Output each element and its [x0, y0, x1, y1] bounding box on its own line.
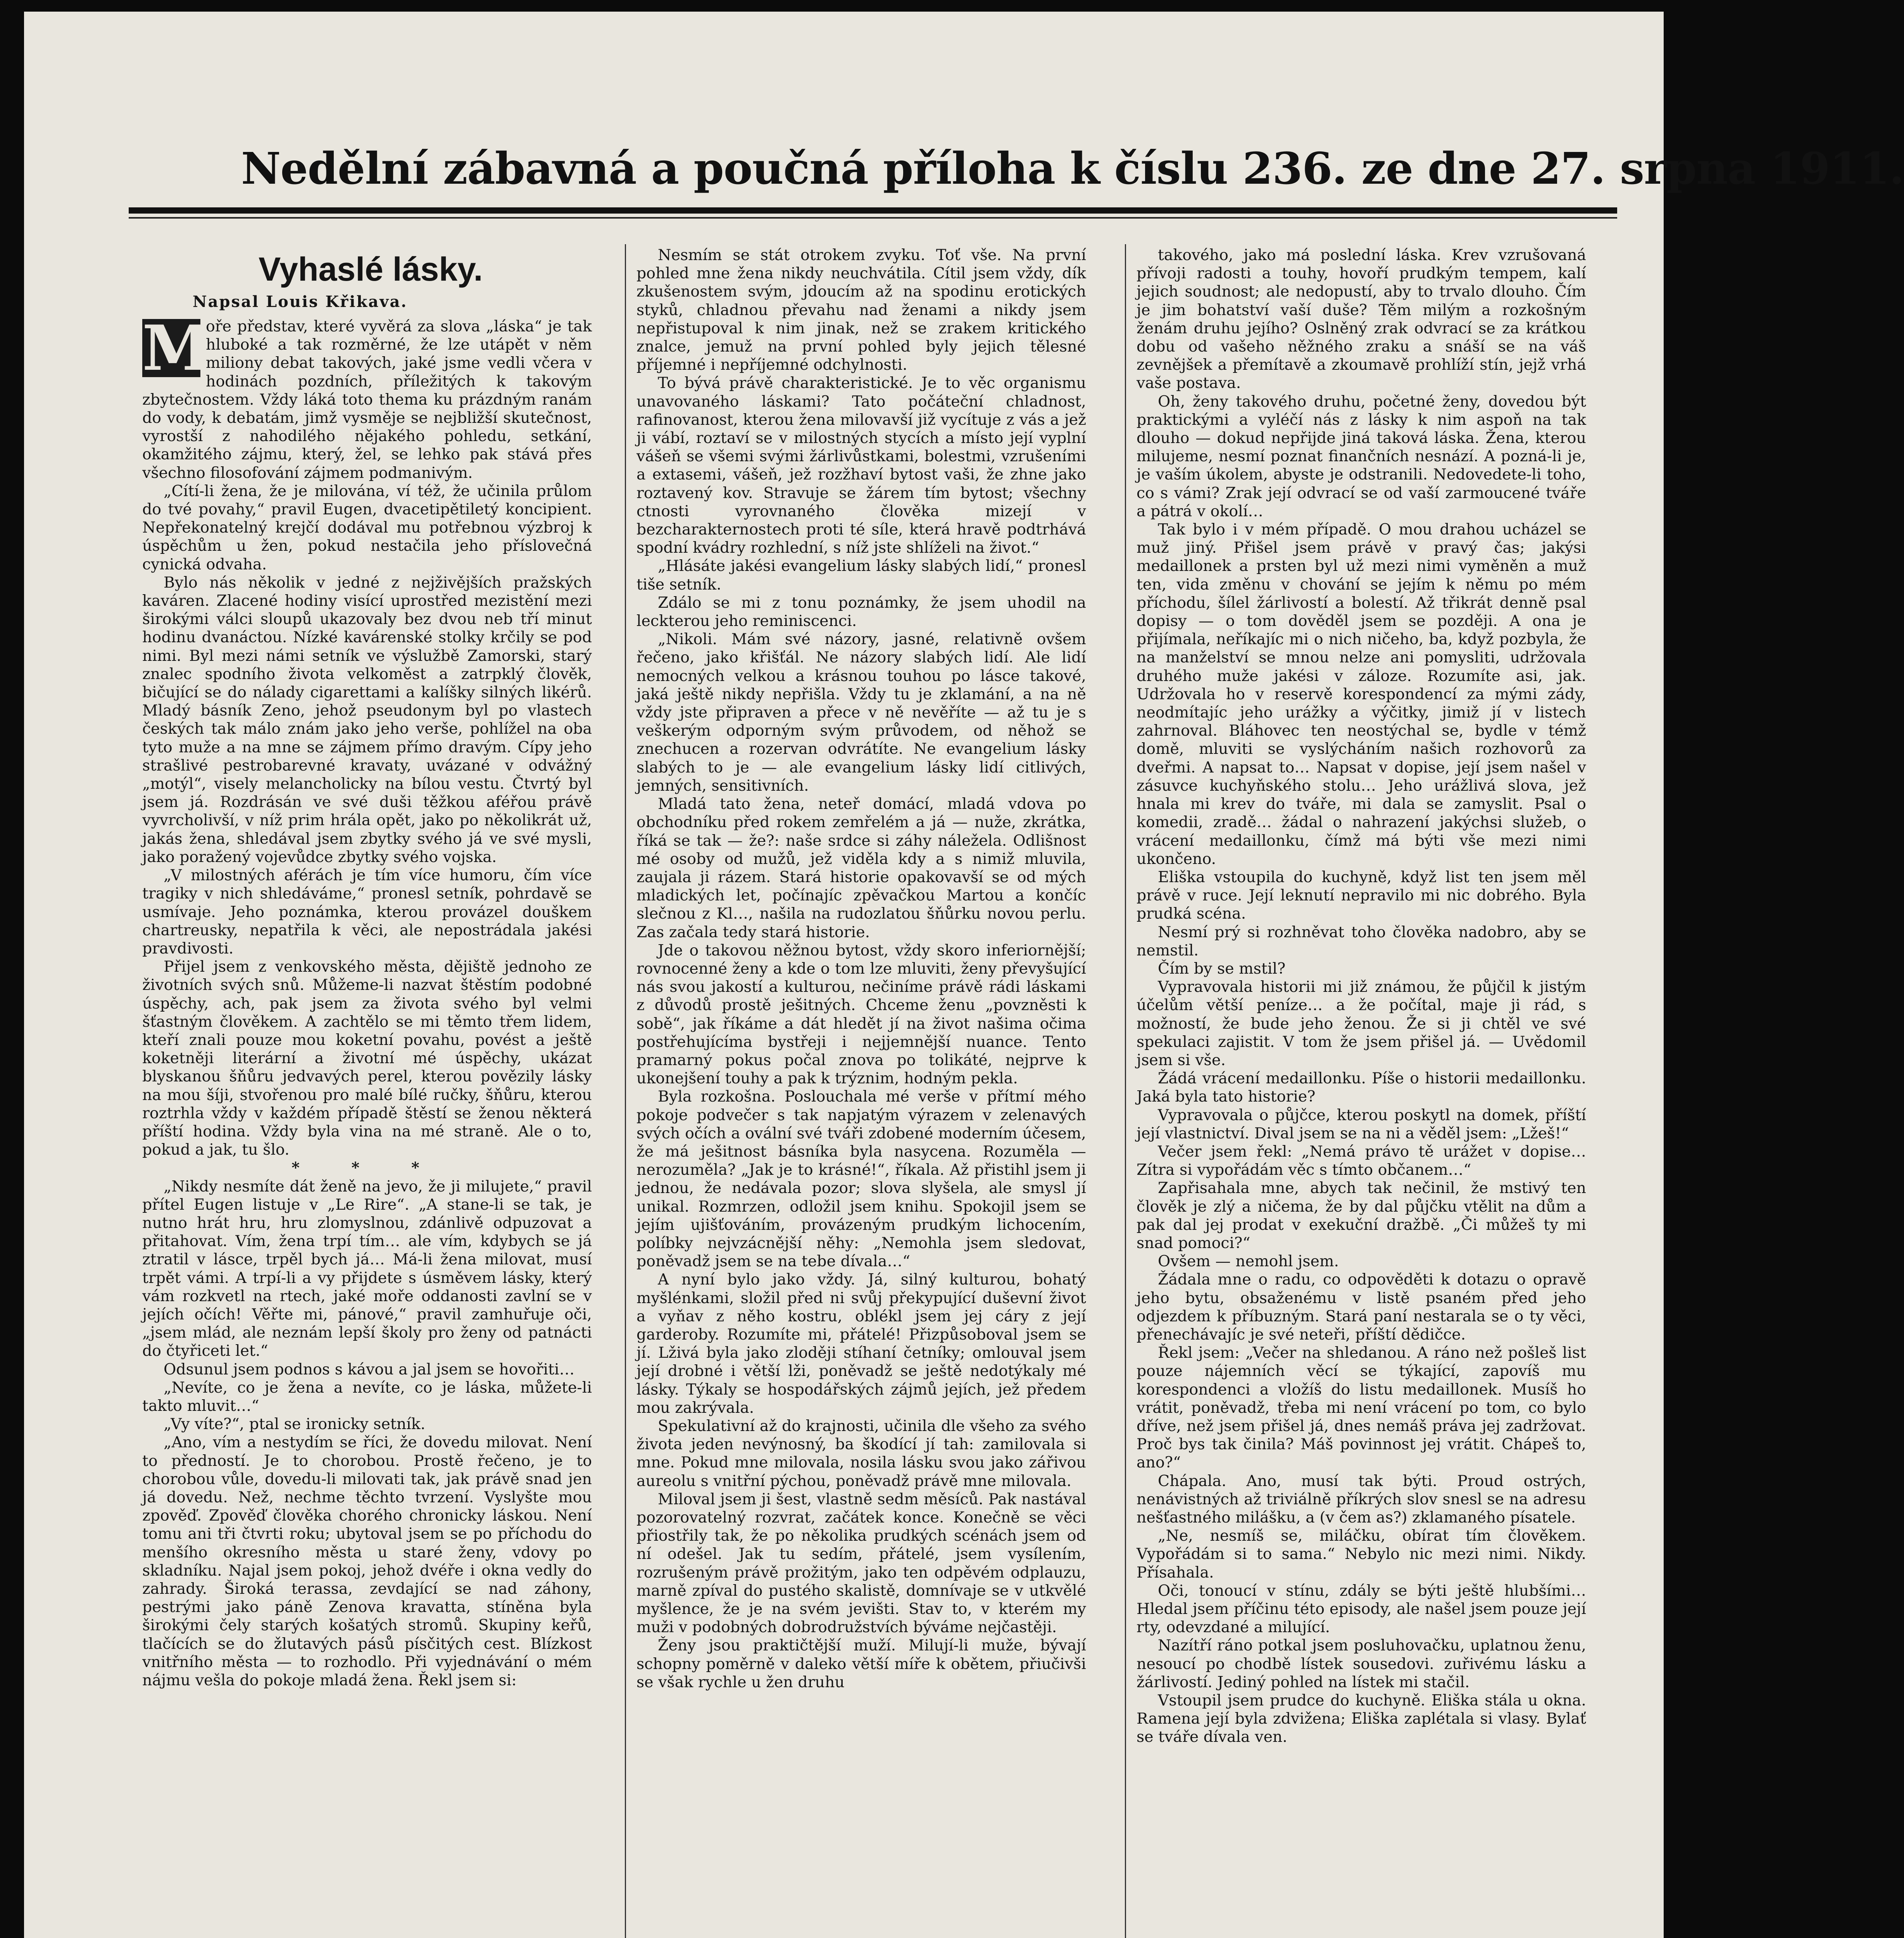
article-paragraph: Vypravovala o půjčce, kterou poskytl na domek, příští její vlastnictví. Dival jsem se na ni a věděl jsem: „Lžeš!“	[1137, 1106, 1586, 1142]
article-paragraph: „Ne, nesmíš se, miláčku, obírat tím člověkem. Vypořádám si to sama.“ Nebylo nic mezi nimi. Nikdy. Přísahala.	[1137, 1527, 1586, 1581]
article-paragraph: Žádala mne o radu, co odpověděti k dotazu o opravě jeho bytu, obsaženému v listě psaném před jeho odjezdem k příbuzným. Stará paní nestarala se o ty věci, přenechávajíc je své neteři, příští dědičce.	[1137, 1271, 1586, 1343]
article-paragraph: Bylo nás několik v jedné z nejživějších pražských kaváren. Zlacené hodiny visící uprostřed mezistění mezi širokými válci sloupů ukazovaly bez dvou neb tří minut hodinu dvanáctou. Nízké kavárenské stolky krčily se pod nimi. Byl mezi námi setník ve výslužbě Zamorski, starý znalec spodního života velkoměst a zatrpklý člověk, bičující se do nálady cigarettami a kalíšky silných likérů. Mladý básník Zeno, jehož pseudonym byl po vlastech českých tak málo znám jako jeho verše, pohlížel na oba tyto muže a na mne se zájmem přímo dravým. Cípy jeho strašlivé pestrobarevné kravaty, uvázané v odvážný „motýl“, visely melancholicky na bílou vestu. Čtvrtý byl jsem já. Rozdrásán ve své duši těžkou aféřou právě vyvrcholivší, v níž prim hrála opět, jako po několikrát už, jakás žena, shledával jsem zbytky svého já ve své mysli, jako poražený vojevůdce zbytky svého vojska.	[142, 573, 592, 866]
article-paragraph: Čím by se mstil?	[1158, 959, 1286, 978]
article-paragraph: Spekulativní až do krajnosti, učinila dle všeho za svého života jeden nevýnosný, ba škodící jí tah: zamilovala si mne. Pokud mne milovala, nosila lásku svou jako zářivou aureolu s vnitřní pýchou, poněvadž právě mne milovala.	[636, 1417, 1086, 1490]
article-paragraph: Vstoupil jsem prudce do kuchyně. Eliška stála u okna. Ramena její byla zdvižena; Eliška zaplétala si vlasy. Bylať se tváře dívala ven.	[1137, 1691, 1586, 1746]
article-paragraph: Řekl jsem: „Večer na shledanou. A ráno než pošleš list pouze nájemních věcí se týkající, zapovíš mu korespondenci a vložíš do listu medaillonek. Musíš ho vrátit, poněvadž, třeba mi není vrácení po tom, co bylo dříve, než jsem přišel já, dnes nemáš práva jej zadržovat. Proč bys tak činila? Máš povinnost jej vrátit. Chápeš to, ano?“	[1137, 1344, 1586, 1472]
header-rule-thin	[129, 217, 1617, 219]
article-paragraph: „Ano, vím a nestydím se říci, že dovedu milovat. Není to předností. Je to chorobou. Prostě řečeno, je to chorobou vůle, dovedu-li milovati tak, jak právě snad jen já dovedu. Než, nechme těchto tvrzení. Vyslyšte mou zpověď. Zpověď člověka chorého chronicky láskou. Není tomu ani tři čtvrti roku; ubytoval jsem se po příchodu do menšího okresního města u staré ženy, vdovy po skladníku. Najal jsem pokoj, jehož dvéře i okna vedly do zahrady. Široká terassa, zevdající se nad záhony, pestrými jako páně Zenova kravatta, stíněna byla širokými čely starých košatých stromů. Skupiny keřů, tlačících se do žlutavých pásů písčitých cest. Blízkost vnitřního města — to rozhodlo. Při vyjednávání o mém nájmu vešla do pokoje mladá žena. Řekl jsem si:	[142, 1433, 592, 1690]
article-paragraph: „Hlásáte jakési evangelium lásky slabých lidí,“ pronesl tiše setník.	[636, 557, 1086, 593]
article-paragraph: „V milostných aférách je tím více humoru, čím více tragiky v nich shledáváme,“ pronesl setník, pohrdavě se usmívaje. Jeho poznámka, kterou provázel douškem chartreusky, nepatřila k věci, ale nepostrádala jakési pravdivosti.	[142, 866, 592, 957]
article-paragraph: Oh, ženy takového druhu, početné ženy, dovedou být praktickými a vyléčí nás z lásky k nim aspoň na tak dlouho — dokud nepřijde jiná taková láska. Žena, kterou milujeme, nesmí poznat finančních nesnází. A pozná-li je, je vaším úkolem, abyste je odstranili. Nedovedete-li toho, co s vámi? Zrak její odvrací se od vaší zarmoucené tváře a pátrá v okolí…	[1137, 392, 1586, 520]
article-paragraph: A nyní bylo jako vždy. Já, silný kulturou, bohatý myšlénkami, složil před ni svůj překypující duševní život a vyňav z něho kostru, oblékl jsem jej cáry z její garderoby. Rozumíte mi, přátelé! Přizpůsoboval jsem se jí. Lživá byla jako zloději stíhaní četníky; omlouval jsem její drobné i větší lži, poněvadž se ještě nedotýkaly mé lásky. Týkaly se hospodářských zájmů jejích, jež předem mou zakrývala.	[636, 1271, 1086, 1417]
drop-cap-initial: M	[142, 312, 211, 384]
article-paragraph: Zapřisahala mne, abych tak nečinil, že mstivý ten člověk je zlý a ničema, že by dal půjčku vtělit na dům a pak dal jej prodat v exekuční dražbě. „Či můžeš ty mi snad pomoci?“	[1137, 1179, 1586, 1252]
article-paragraph: Zdálo se mi z tonu poznámky, že jsem uhodil na leckterou jeho reminiscenci.	[636, 593, 1086, 630]
article-paragraph: „Nikdy nesmíte dát ženě na jevo, že ji milujete,“ pravil přítel Eugen listuje v „Le Rire“. „A stane-li se tak, je nutno hrát hru, hru zlomyslnou, zdánlivě odpuzovat a přitahovat. Vím, žena trpí tím… ale vím, kdybych se já ztratil v lásce, trpěl bych já… Má-li žena milovat, musí trpět vámi. A trpí-li a vy přijdete s úsměvem lásky, který vám rozkvetl na rtech, jaké moře oddanosti zavlní se v jejích očích! Věřte mi, pánové,“ pravil zamhuřuje oči, „jsem mlád, ale neznám lepší školy pro ženy od patnácti do čtyřiceti let.“	[142, 1177, 592, 1360]
newspaper-page	[24, 12, 1904, 1938]
paragraph-text: oře představ, které vyvěrá za slova „láska“ je tak hluboké a tak rozměrné, že lze utápět v něm miliony debat takových, jaké jsme vedli včera v hodinách pozdních, příležitých k takovým zbytečnostem. Vždy láká toto thema ku prázdným ranám do vody, k debatám, jimž vysměje se nejbližší skutečnost, vyrostší z nahodilého nějakého pohledu, setkání, okamžitého zájmu, který, žel, se lehko pak stává přes všechno filosofování zájmem podmanivým.	[142, 317, 592, 482]
article-paragraph: Miloval jsem ji šest, vlastně sedm měsíců. Pak nastával pozorovatelný rozvrat, začátek konce. Konečně se věci přiostřily tak, že po několika prudkých scénách jsem od ní odešel. Jak tu sedím, přátelé, jsem vysílením, rozrušeným právě prožitým, jako ten odpěvém odplauzu, marně zpíval do pustého skalistě, domnívaje se v utkvělé myšlence, že je na svém jevišti. Stav to, v kterém my muži v podobných dobrodružstvích býváme nejčastěji.	[636, 1490, 1086, 1636]
article-paragraph: takového, jako má poslední láska. Krev vzrušovaná přívoji radosti a touhy, hovoří prudkým tempem, kalí jejich soudnost; ale nedopustí, aby to trvalo dlouho. Čím je jim bohatství vaší duše? Těm milým a rozkošným ženám druhu jejího? Oslněný zrak odvrací se za krátkou dobu od vašeho něžného zraku a snáší se na váš zevnějšek a přemítavě a zkoumavě prohlíží stín, jejž vrhá vaše postava.	[1137, 246, 1586, 392]
article-paragraph: To bývá právě charakteristické. Je to věc organismu unavovaného láskami? Tato počáteční chladnost, rafinovanost, kterou žena milovavší již vycítuje z vás a jež ji vábí, roztaví se v milostných stycích a místo její vyplní vášeň se všemi svými žárlivůstkami, bolestmi, vzrušeními a extasemi, vášeň, jež rozžhaví bytost vaši, že zhne jako roztavený kov. Stravuje se žárem tím bytost; všechny ctnosti vyrovnaného člověka mizejí v bezcharakternostech proti té síle, která hravě podtrhává spodní kvádry rozhlední, s níž jste shlíželi na život.“	[636, 374, 1086, 557]
article-paragraph: Tak bylo i v mém případě. O mou drahou ucházel se muž jiný. Přišel jsem právě v pravý čas; jakýsi medaillonek a prsten byl už mezi nimi vyměněn a muž ten, vida změnu v chování se jejím k němu po mém příchodu, šílel žárlivostí a bolestí. Až třikrát denně psal dopisy — o tom dověděl jsem se později. A ona je přijímala, neříkajíc mi o nich ničeho, ba, když pozbyla, že na manželství se mnou nelze ani pomysliti, udržovala druhého muže jakési v záloze. Rozumíte asi, jak. Udržovala ho v reservě korespondencí za mými zády, neodmítajíc jeho urážky a výčitky, jimiž jí v listech zahrnoval. Bláhovec ten neostýchal se, bydle v témž domě, mluviti se vyslýcháním našich rozhovorů za dveřmi. A napsat to… Napsat v dopise, její jsem našel v zásuvce kuchyňského stolu… Jeho urážlivá slova, jež hnala mi krev do tváře, mi dala se zamyslit. Psal o komedii, zradě… žádal o nahrazení jakýchsi služeb, o vrácení medaillonku, čímž má býti vše mezi nimi ukončeno.	[1137, 521, 1586, 868]
article-paragraph: Večer jsem řekl: „Nemá právo tě urážet v dopise… Zítra si vypořádám věc s tímto občanem…“	[1137, 1142, 1586, 1179]
article-paragraph: Nazítří ráno potkal jsem posluhovačku, uplatnou ženu, nesoucí po chodbě lístek sousedovi. zuřivému lásku a žárlivostí. Jediný pohled na lístek mi stačil.	[1137, 1636, 1586, 1691]
article-paragraph: Oči, tonoucí v stínu, zdály se býti ještě hlubšími… Hledal jsem příčinu této episody, ale našel jsem pouze její rty, odevzdané a milující.	[1137, 1581, 1586, 1636]
text-column-1	[142, 246, 592, 1938]
article-paragraph: Vypravovala historii mi již známou, že půjčil k jistým účelům větší peníze… a že počítal, maje ji rád, s možností, že bude jeho ženou. Že si ji chtěl ve své spekulaci zajistit. V tom že jsem přišel já. — Uvědomil jsem si vše.	[1137, 978, 1586, 1069]
article-paragraph	[142, 312, 592, 482]
column-divider	[1125, 244, 1126, 1938]
header-rule-thick	[129, 207, 1617, 214]
article-paragraph: Ženy jsou praktičtější muží. Milují-li muže, bývají schopny poměrně v daleko větší míře k obětem, přiučivši se však rychle u žen druhu	[636, 1636, 1086, 1691]
article-paragraph: Byla rozkošna. Poslouchala mé verše v přítmí mého pokoje podvečer s tak napjatým výrazem v zelenavých svých očích a ovální své tváři zdobené moderním účesem, že má ješitnost básníka byla nasycena. Rozuměla — nerozuměla? „Jak je to krásné!“, říkala. Až přistihl jsem ji jednou, že nedávala pozor; slova slyšela, ale smysl jí unikal. Rozmrzen, odložil jsem knihu. Spokojil jsem se jejím ujišťováním, provázeným prudkým lichocením, políbky nejvzácnější něhy: „Nemohla jsem sledovat, poněvadž jsem se na tebe dívala…“	[636, 1088, 1086, 1271]
article-paragraph: Nesmí prý si rozhněvat toho člověka nadobro, aby se nemstil.	[1137, 923, 1586, 959]
article-paragraph: Jde o takovou něžnou bytost, vždy skoro inferiornější; rovnocenné ženy a kde o tom lze mluviti, ženy převyšující nás svou jakostí a kulturou, nečiníme právě rádi láskami z důvodů prostě ješitných. Chceme ženu „povzněsti k sobě“, jak říkáme a dát hledět jí na život našima očima postřehujícíma bystřeji i nejjemnější nuance. Tento pramarný pokus počal znova po tolikáté, nejprve k ukonejšení touhy a pak k trýznim, hodným pekla.	[636, 941, 1086, 1088]
supplement-header-title: Nedělní zábavná a poučná příloha k číslu 236. ze dne 27. srpna 1911.	[241, 143, 1904, 194]
article-paragraph: „Nikoli. Mám své názory, jasné, relativně ovšem řečeno, jako křišťál. Ne názory slabých lidí. Ale lidí nemocných velkou a krásnou touhou po lásce takové, jaká ještě nikdy nepřišla. Vždy tu je zklamání, a na ně vždy jste připraven a přece v ně nevěříte — až tu je s veškerým odporným svým průvodem, od něhož se znechucen a rozervan odvrátíte. Ne evangelium lásky slabých to je — ale evangelium lásky lidí citlivých, jemných, sensitivních.	[636, 630, 1086, 795]
article-paragraph: „Vy víte?“, ptal se ironicky setník.	[164, 1415, 426, 1433]
article-paragraph: Ovšem — nemohl jsem.	[1158, 1252, 1339, 1271]
article-title: Vyhaslé lásky.	[259, 251, 483, 288]
article-byline: Napsal Louis Křikava.	[193, 293, 408, 311]
column-body	[636, 246, 1086, 1691]
article-paragraph: * * *	[291, 1159, 443, 1177]
text-column-2	[636, 246, 1086, 1938]
article-paragraph: Eliška vstoupila do kuchyně, když list ten jsem měl právě v ruce. Její leknutí nepravilo mi nic dobrého. Byla prudká scéna.	[1137, 868, 1586, 923]
article-paragraph: Chápala. Ano, musí tak býti. Proud ostrých, nenávistných až triviálně příkrých slov snesl se na adresu nešťastného milášku, a (v čem as?) zklamaného písatele.	[1137, 1472, 1586, 1527]
article-paragraph: Odsunul jsem podnos s kávou a jal jsem se hovořiti…	[164, 1360, 575, 1378]
article-paragraph: „Cítí-li žena, že je milována, ví též, že učinila průlom do tvé povahy,“ pravil Eugen, dvacetipětiletý koncipient. Nepřekonatelný krejčí dodával mu potřebnou výzbroj k úspěchům u žen, pokud nestačila jeho příslovečná cynická odvaha.	[142, 482, 592, 573]
column-body	[1137, 246, 1586, 1747]
article-paragraph: Přijel jsem z venkovského města, dějiště jednoho ze životních svých snů. Můžeme-li nazvat štěstím podobné úspěchy, ach, pak jsem za života svého byl velmi šťastným člověkem. A zachtělo se mi těmto třem lidem, kteří znali pouze mou koketní povahu, povést a ještě koketněji literární a životní mé úspěchy, ukázat blyskanou šňůru jedvavých perel, kterou povězily lásky na mou šíji, stvořenou pro malé bílé ručky, šňůru, kterou roztrhla vždy v každém případě štěstí se ženou některá příští hodina. Vždy byla vina na mé straně. Ale o to, pokud a jak, tu šlo.	[142, 958, 592, 1159]
text-column-3	[1137, 246, 1586, 1938]
article-paragraph: Nesmím se stát otrokem zvyku. Toť vše. Na první pohled mne žena nikdy neuchvátila. Cítil jsem vždy, dík zkušenostem svým, jdoucím až na spodinu erotických styků, chladnou převahu nad ženami a nikdy jsem nepřistupoval k nim jinak, než se zrakem kritického znalce, jemuž na první pohled byly jejich tělesné příjemné i nepříjemné odchylnosti.	[636, 246, 1086, 374]
article-paragraph: „Nevíte, co je žena a nevíte, co je láska, můžete-li takto mluvit…“	[142, 1378, 592, 1415]
article-paragraph: Žádá vrácení medaillonku. Píše o historii medaillonku. Jaká byla tato historie?	[1137, 1069, 1586, 1106]
article-paragraph: Mladá tato žena, neteř domácí, mladá vdova po obchodníku před rokem zemřelém a já — nuže, zkrátka, říká se tak — že?: naše srdce si záhy náležela. Odlišnost mé osoby od mužů, jež viděla kdy a s nimiž mluvila, zaujala ji rázem. Stará historie opakovavší se od mých mladických let, počínajíc zpěvačkou Martou a končíc slečnou z Kl…, našila na rudozlatou šňůrku novou perlu. Zas začala tedy stará historie.	[636, 795, 1086, 941]
column-body	[142, 482, 592, 1690]
column-divider	[625, 244, 626, 1938]
